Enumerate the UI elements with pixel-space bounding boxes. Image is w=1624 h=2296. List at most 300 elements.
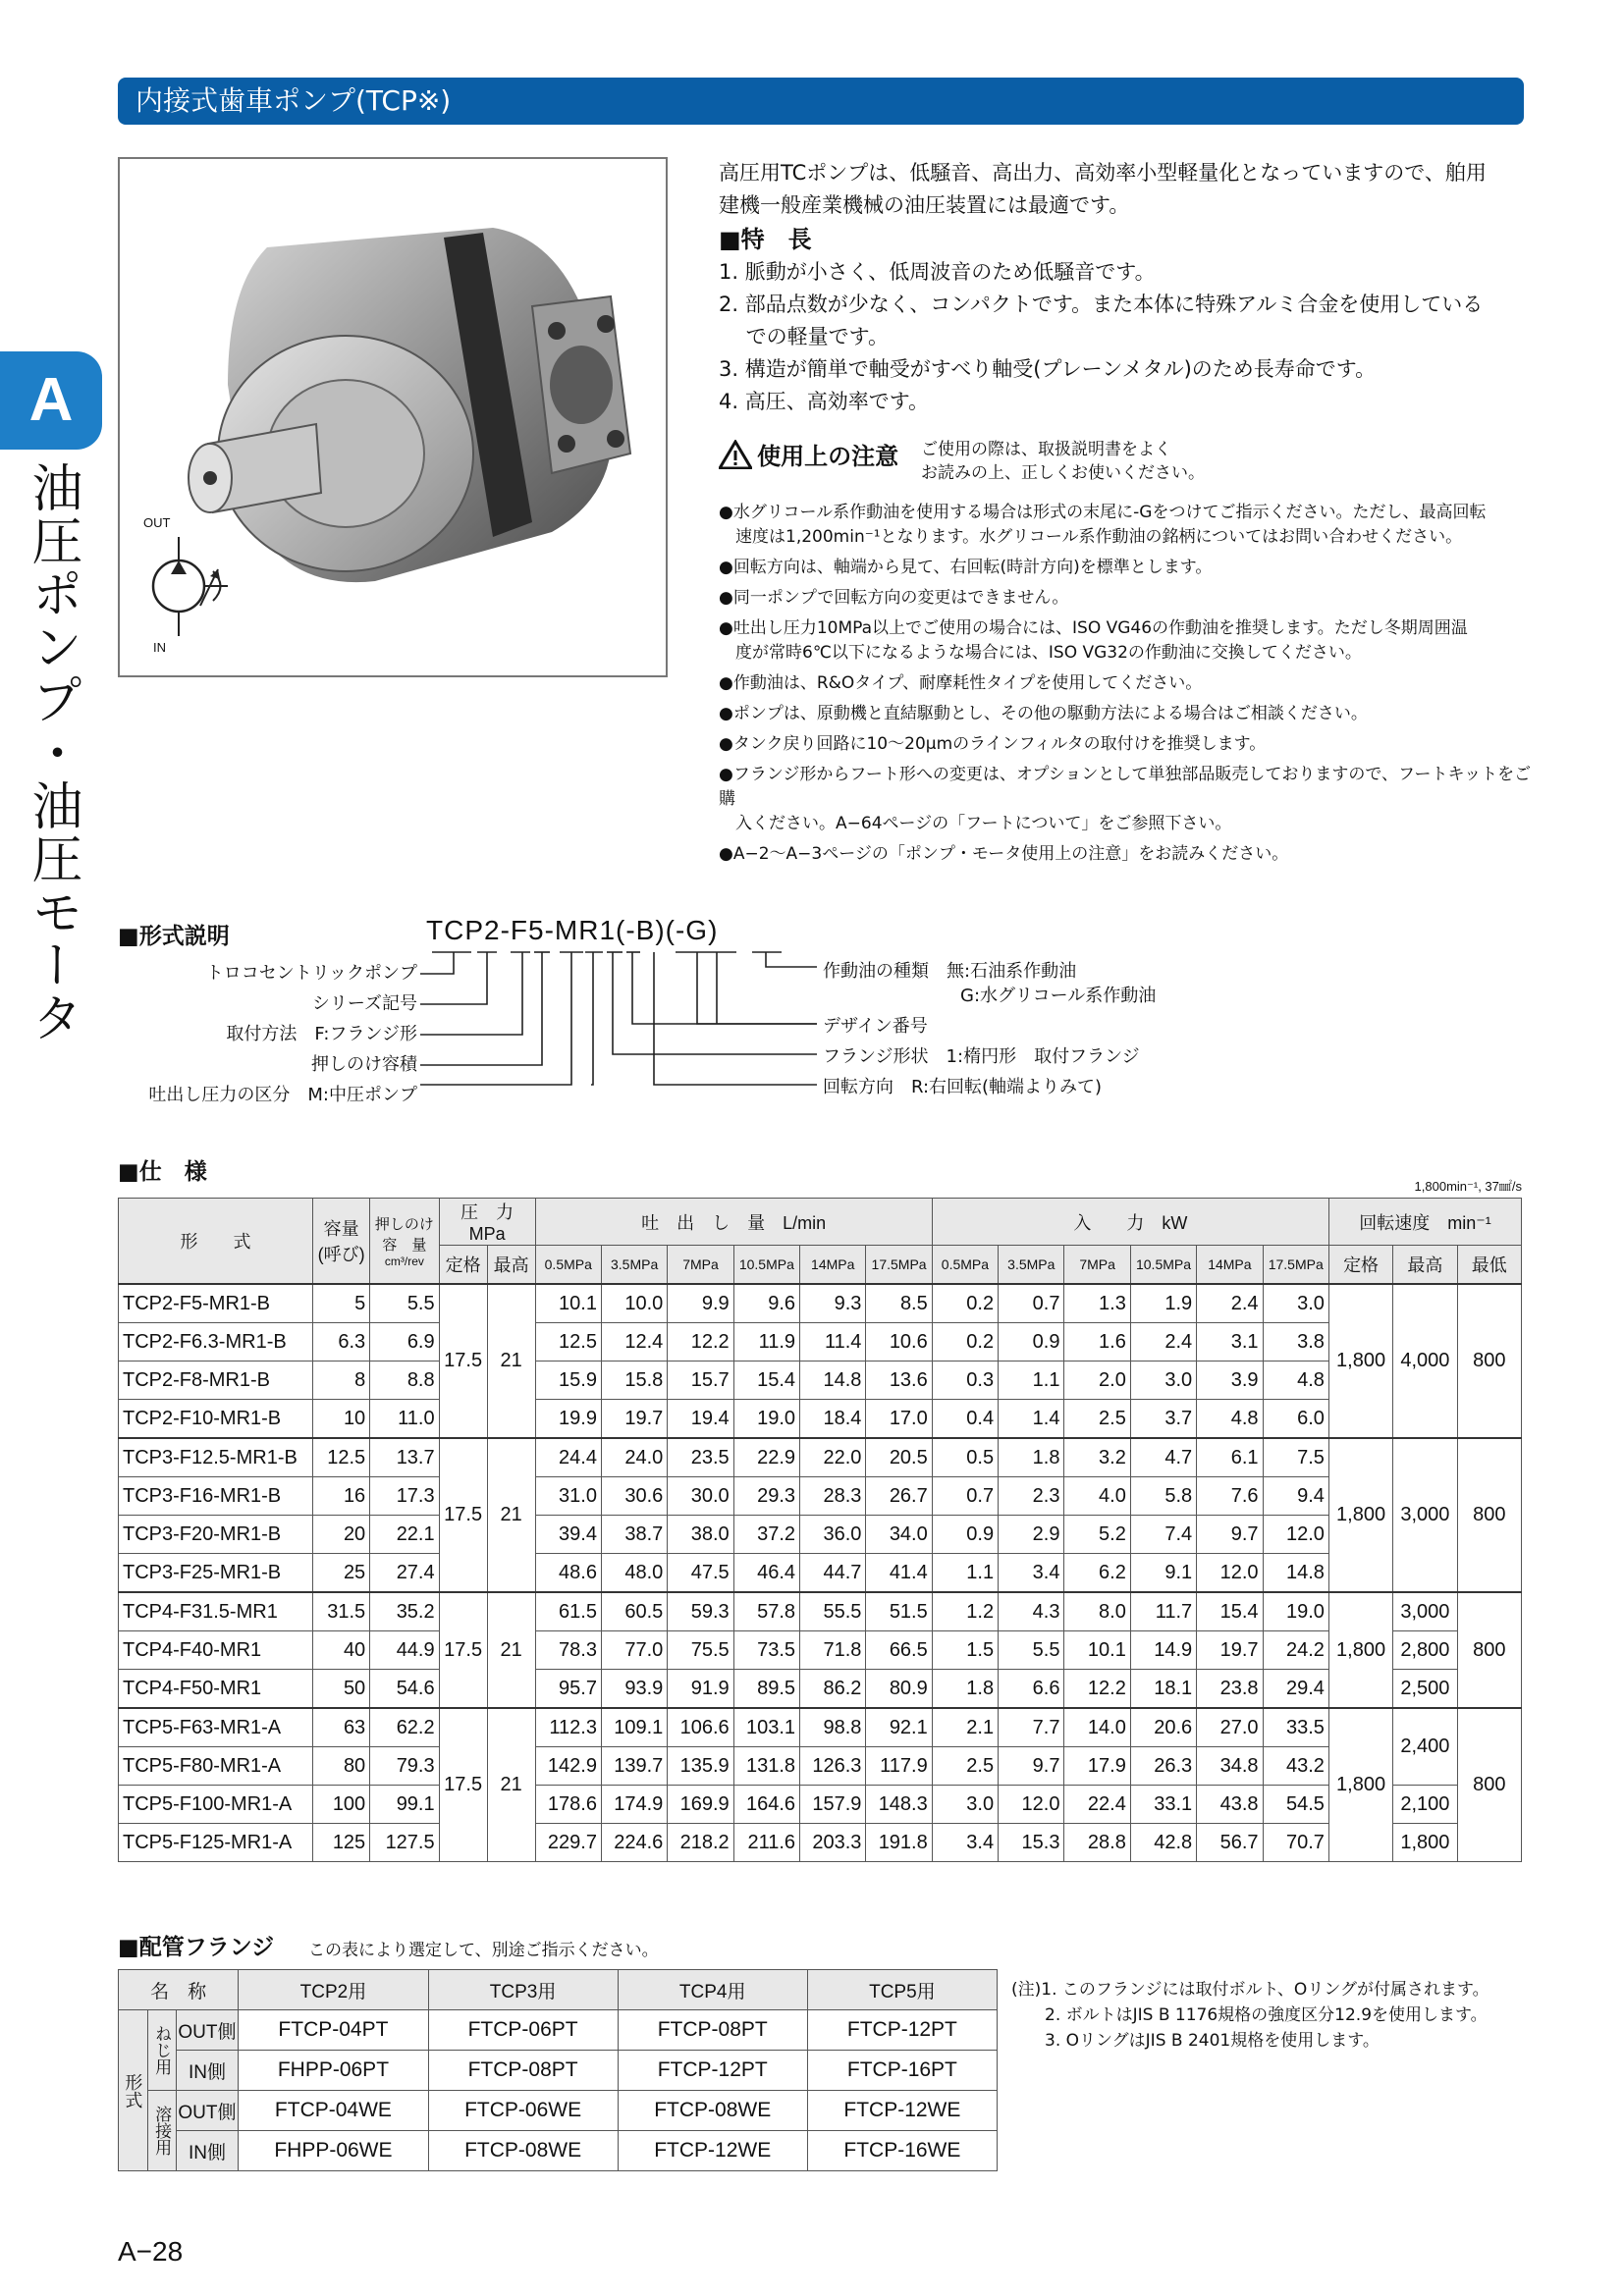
spec-cell-power: 2.5	[1064, 1400, 1130, 1439]
spec-cell-power: 43.8	[1197, 1786, 1263, 1824]
spec-head-flow-pressure: 7MPa	[668, 1246, 733, 1285]
spec-cell-displacement: 54.6	[370, 1670, 439, 1709]
spec-head-pressure	[439, 1199, 535, 1246]
spec-cell-power: 6.6	[999, 1670, 1064, 1709]
spec-cell-model: TCP3-F16-MR1-B	[119, 1477, 313, 1516]
spec-cell-power: 2.3	[999, 1477, 1064, 1516]
spec-cell-speed-max: 3,000	[1393, 1438, 1457, 1592]
flange-head-col: TCP3用	[428, 1970, 618, 2010]
spec-cell-power: 1.2	[932, 1592, 998, 1631]
spec-cell-model: TCP5-F125-MR1-A	[119, 1824, 313, 1862]
spec-cell-power: 43.2	[1263, 1747, 1328, 1786]
spec-cell-capacity: 31.5	[313, 1592, 370, 1631]
spec-cell-power: 9.7	[999, 1747, 1064, 1786]
table-row	[119, 1284, 1522, 1323]
spec-cell-power: 4.3	[999, 1592, 1064, 1631]
spec-cell-flow: 10.6	[866, 1323, 932, 1362]
spec-cell-power: 12.0	[1263, 1516, 1328, 1554]
spec-cell-speed-rated: 1,800	[1328, 1592, 1392, 1708]
spec-cell-displacement: 17.3	[370, 1477, 439, 1516]
spec-cell-speed-min: 800	[1457, 1284, 1521, 1438]
flange-cell: FTCP-08PT	[618, 2010, 807, 2051]
spec-cell-flow: 15.8	[601, 1362, 667, 1400]
caution-heading-row	[719, 437, 898, 471]
spec-cell-power: 0.9	[932, 1516, 998, 1554]
table-row	[119, 1786, 1522, 1824]
spec-cell-max-pressure: 21	[487, 1592, 535, 1708]
features-heading: ■特 長	[719, 226, 812, 253]
caution-item: ●同一ポンプで回転方向の変更はできません。	[719, 588, 1069, 608]
spec-cell-flow: 46.4	[733, 1554, 799, 1593]
spec-head-flow-pressure: 3.5MPa	[601, 1246, 667, 1285]
spec-cell-flow: 77.0	[601, 1631, 667, 1670]
flange-notes	[1011, 1977, 1489, 2054]
spec-cell-power: 7.6	[1197, 1477, 1263, 1516]
spec-cell-flow: 135.9	[668, 1747, 733, 1786]
spec-condition: 1,800min⁻¹, 37㎟/s	[1414, 1179, 1522, 1194]
model-label: シリーズ記号	[311, 993, 417, 1014]
spec-cell-power: 4.7	[1130, 1438, 1196, 1477]
spec-cell-displacement: 8.8	[370, 1362, 439, 1400]
caution-item: ●水グリコール系作動油を使用する場合は形式の末尾に-Gをつけてご指示ください。ただし、最高回転	[719, 503, 1487, 522]
model-label: 吐出し圧力の区分 M:中圧ポンプ	[148, 1085, 417, 1105]
symbol-out-label: OUT	[143, 515, 171, 530]
spec-cell-speed-min: 800	[1457, 1438, 1521, 1592]
spec-cell-flow: 178.6	[535, 1786, 601, 1824]
spec-cell-model: TCP2-F8-MR1-B	[119, 1362, 313, 1400]
spec-cell-power: 3.0	[1130, 1362, 1196, 1400]
table-row	[119, 1400, 1522, 1439]
feature-item: 4. 高圧、高効率です。	[719, 390, 930, 413]
spec-cell-power: 33.1	[1130, 1786, 1196, 1824]
model-right-labels	[823, 956, 1156, 1102]
spec-cell-flow: 15.9	[535, 1362, 601, 1400]
spec-cell-power: 15.4	[1197, 1592, 1263, 1631]
spec-cell-displacement: 99.1	[370, 1786, 439, 1824]
spec-cell-flow: 80.9	[866, 1670, 932, 1709]
flange-form-label: 形式	[119, 2010, 148, 2171]
spec-cell-capacity: 10	[313, 1400, 370, 1439]
spec-cell-speed-max: 2,500	[1393, 1670, 1457, 1709]
spec-cell-power: 6.1	[1197, 1438, 1263, 1477]
spec-cell-max-pressure: 21	[487, 1284, 535, 1438]
spec-cell-power: 19.0	[1263, 1592, 1328, 1631]
table-row	[119, 1362, 1522, 1400]
spec-head-power: 入 力 kW	[932, 1199, 1328, 1246]
table-row	[119, 1631, 1522, 1670]
caution-item: 速度は1,200min⁻¹となります。水グリコール系作動油の銘柄についてはお問い合わせください。	[719, 527, 1463, 547]
table-row	[119, 1592, 1522, 1631]
spec-cell-power: 1.6	[1064, 1323, 1130, 1362]
spec-cell-displacement: 11.0	[370, 1400, 439, 1439]
flange-screw-label: ねじ用	[147, 2010, 176, 2091]
spec-head-capacity-line: (呼び)	[317, 1245, 365, 1264]
spec-cell-power: 18.1	[1130, 1670, 1196, 1709]
spec-cell-power: 12.2	[1064, 1670, 1130, 1709]
model-label: フランジ形状 1:楕円形 取付フランジ	[823, 1046, 1140, 1067]
flange-cell: FTCP-16WE	[807, 2131, 997, 2171]
flange-note: (注)1. このフランジには取付ボルト、Oリングが付属されます。	[1011, 1980, 1489, 2000]
spec-cell-power: 0.3	[932, 1362, 998, 1400]
spec-cell-power: 2.4	[1130, 1323, 1196, 1362]
table-row	[119, 1824, 1522, 1862]
spec-cell-speed-min: 800	[1457, 1592, 1521, 1708]
spec-cell-flow: 47.5	[668, 1554, 733, 1593]
caution-item: ●回転方向は、軸端から見て、右回転(時計方向)を標準とします。	[719, 558, 1213, 577]
spec-cell-flow: 211.6	[733, 1824, 799, 1862]
spec-cell-flow: 13.6	[866, 1362, 932, 1400]
spec-cell-displacement: 62.2	[370, 1708, 439, 1747]
spec-cell-displacement: 127.5	[370, 1824, 439, 1862]
intro-block	[719, 157, 1534, 418]
spec-cell-power: 1.1	[932, 1554, 998, 1593]
spec-cell-power: 17.9	[1064, 1747, 1130, 1786]
intro-line: 高圧用TCポンプは、低騒音、高出力、高効率小型軽量化となっていますので、舶用	[719, 161, 1487, 185]
model-label: 取付方法 F:フランジ形	[226, 1024, 417, 1044]
flange-cell: FTCP-04WE	[239, 2091, 428, 2131]
spec-cell-power: 3.9	[1197, 1362, 1263, 1400]
caution-item: ●作動油は、R&Oタイプ、耐摩耗性タイプを使用してください。	[719, 673, 1203, 693]
spec-head-power-pressure: 17.5MPa	[1263, 1246, 1328, 1285]
spec-cell-power: 4.8	[1263, 1362, 1328, 1400]
spec-head-flow-pressure: 10.5MPa	[733, 1246, 799, 1285]
flange-weld-label: 溶接用	[147, 2091, 176, 2171]
spec-cell-flow: 36.0	[800, 1516, 866, 1554]
spec-cell-flow: 10.1	[535, 1284, 601, 1323]
symbol-in-label: IN	[153, 640, 166, 655]
spec-cell-flow: 169.9	[668, 1786, 733, 1824]
spec-cell-power: 15.3	[999, 1824, 1064, 1862]
spec-cell-flow: 12.2	[668, 1323, 733, 1362]
spec-cell-power: 19.7	[1197, 1631, 1263, 1670]
spec-cell-power: 7.4	[1130, 1516, 1196, 1554]
spec-head-speed: 回転速度 min⁻¹	[1328, 1199, 1521, 1246]
flange-note: 2. ボルトはJIS B 1176規格の強度区分12.9を使用します。	[1011, 2005, 1488, 2025]
spec-cell-power: 0.7	[932, 1477, 998, 1516]
spec-cell-flow: 39.4	[535, 1516, 601, 1554]
spec-head-max-pressure: 最高	[487, 1246, 535, 1285]
spec-cell-model: TCP2-F10-MR1-B	[119, 1400, 313, 1439]
spec-cell-power: 2.9	[999, 1516, 1064, 1554]
spec-cell-flow: 31.0	[535, 1477, 601, 1516]
spec-cell-power: 0.7	[999, 1284, 1064, 1323]
flange-cell: FTCP-04PT	[239, 2010, 428, 2051]
spec-cell-power: 5.8	[1130, 1477, 1196, 1516]
spec-cell-rated-pressure: 17.5	[439, 1438, 487, 1592]
spec-cell-flow: 131.8	[733, 1747, 799, 1786]
spec-cell-power: 3.0	[1263, 1284, 1328, 1323]
spec-head-displacement-unit: cm³/rev	[384, 1255, 424, 1268]
spec-head-power-pressure: 3.5MPa	[999, 1246, 1064, 1285]
spec-cell-power: 11.7	[1130, 1592, 1196, 1631]
spec-cell-model: TCP5-F63-MR1-A	[119, 1708, 313, 1747]
spec-head-speed-rated: 定格	[1328, 1246, 1392, 1285]
spec-cell-flow: 57.8	[733, 1592, 799, 1631]
spec-cell-power: 6.2	[1064, 1554, 1130, 1593]
flange-in-side: IN側	[176, 2051, 239, 2091]
spec-head-flow: 吐 出 し 量 L/min	[535, 1199, 932, 1246]
spec-cell-displacement: 13.7	[370, 1438, 439, 1477]
spec-head-rated-pressure: 定格	[439, 1246, 487, 1285]
spec-cell-flow: 91.9	[668, 1670, 733, 1709]
spec-cell-speed-max: 1,800	[1393, 1824, 1457, 1862]
spec-head-power-pressure: 14MPa	[1197, 1246, 1263, 1285]
flange-note: 3. OリングはJIS B 2401規格を使用します。	[1011, 2031, 1380, 2051]
flange-subtitle: この表により選定して、別途ご指示ください。	[308, 1941, 659, 1960]
spec-cell-flow: 41.4	[866, 1554, 932, 1593]
flange-head-col: TCP4用	[618, 1970, 807, 2010]
spec-cell-flow: 60.5	[601, 1592, 667, 1631]
spec-cell-power: 23.8	[1197, 1670, 1263, 1709]
caution-subtitle-line: ご使用の際は、取扱説明書をよく	[921, 440, 1171, 459]
table-row	[119, 1747, 1522, 1786]
spec-cell-power: 3.1	[1197, 1323, 1263, 1362]
spec-cell-power: 24.2	[1263, 1631, 1328, 1670]
spec-cell-capacity: 50	[313, 1670, 370, 1709]
feature-item: 2. 部品点数が少なく、コンパクトです。また本体に特殊アルミ合金を使用している	[719, 293, 1484, 316]
flange-cell: FHPP-06WE	[239, 2131, 428, 2171]
model-code: TCP2-F5-MR1(-B)(-G)	[426, 915, 719, 945]
flange-out-side: OUT側	[176, 2091, 239, 2131]
spec-cell-flow: 18.4	[800, 1400, 866, 1439]
spec-cell-power: 14.0	[1064, 1708, 1130, 1747]
spec-cell-power: 0.2	[932, 1323, 998, 1362]
spec-cell-flow: 15.4	[733, 1362, 799, 1400]
spec-cell-speed-min: 800	[1457, 1708, 1521, 1862]
model-left-labels	[118, 958, 417, 1110]
spec-cell-flow: 103.1	[733, 1708, 799, 1747]
spec-cell-model: TCP2-F6.3-MR1-B	[119, 1323, 313, 1362]
spec-cell-flow: 78.3	[535, 1631, 601, 1670]
spec-cell-power: 2.4	[1197, 1284, 1263, 1323]
spec-cell-flow: 174.9	[601, 1786, 667, 1824]
spec-cell-power: 1.8	[999, 1438, 1064, 1477]
flange-cell: FTCP-08WE	[618, 2091, 807, 2131]
spec-cell-power: 29.4	[1263, 1670, 1328, 1709]
spec-cell-flow: 38.0	[668, 1516, 733, 1554]
spec-cell-power: 20.6	[1130, 1708, 1196, 1747]
spec-cell-power: 70.7	[1263, 1824, 1328, 1862]
product-photo-frame	[118, 157, 668, 677]
spec-head-flow-pressure: 0.5MPa	[535, 1246, 601, 1285]
page-number: A−28	[118, 2236, 184, 2267]
caution-item: ●A−2〜A−3ページの「ポンプ・モータ使用上の注意」をお読みください。	[719, 844, 1289, 864]
spec-cell-displacement: 35.2	[370, 1592, 439, 1631]
spec-cell-capacity: 80	[313, 1747, 370, 1786]
caution-item: 入ください。A−64ページの「フートについて」をご参照下さい。	[719, 814, 1232, 833]
spec-cell-displacement: 44.9	[370, 1631, 439, 1670]
flange-cell: FTCP-06PT	[428, 2010, 618, 2051]
spec-cell-power: 7.5	[1263, 1438, 1328, 1477]
spec-cell-speed-rated: 1,800	[1328, 1438, 1392, 1592]
caution-item: 度が常時6℃以下になるような場合には、ISO VG32の作動油に交換してください。	[719, 643, 1362, 663]
flange-cell: FTCP-08PT	[428, 2051, 618, 2091]
table-row	[119, 1516, 1522, 1554]
spec-cell-power: 1.9	[1130, 1284, 1196, 1323]
spec-cell-power: 7.7	[999, 1708, 1064, 1747]
spec-cell-power: 12.0	[1197, 1554, 1263, 1593]
spec-cell-power: 10.1	[1064, 1631, 1130, 1670]
section-side-title: 油圧ポンプ・油圧モータ	[23, 461, 81, 1044]
spec-cell-capacity: 40	[313, 1631, 370, 1670]
spec-cell-displacement: 6.9	[370, 1323, 439, 1362]
spec-cell-power: 6.0	[1263, 1400, 1328, 1439]
spec-cell-power: 56.7	[1197, 1824, 1263, 1862]
feature-item: 3. 構造が簡単で軸受がすべり軸受(プレーンメタル)のため長寿命です。	[719, 357, 1377, 381]
feature-item: での軽量です。	[719, 325, 889, 348]
spec-cell-flow: 19.0	[733, 1400, 799, 1439]
spec-cell-power: 1.1	[999, 1362, 1064, 1400]
spec-cell-flow: 106.6	[668, 1708, 733, 1747]
spec-cell-flow: 98.8	[800, 1708, 866, 1747]
spec-head-model: 形 式	[119, 1199, 313, 1285]
spec-cell-power: 22.4	[1064, 1786, 1130, 1824]
spec-cell-flow: 26.7	[866, 1477, 932, 1516]
spec-cell-speed-rated: 1,800	[1328, 1284, 1392, 1438]
spec-cell-flow: 28.3	[800, 1477, 866, 1516]
spec-head-displacement	[370, 1199, 439, 1285]
model-label: デザイン番号	[823, 1016, 928, 1037]
spec-cell-flow: 9.9	[668, 1284, 733, 1323]
spec-cell-flow: 12.4	[601, 1323, 667, 1362]
spec-cell-flow: 37.2	[733, 1516, 799, 1554]
spec-cell-flow: 9.3	[800, 1284, 866, 1323]
spec-cell-power: 34.8	[1197, 1747, 1263, 1786]
spec-cell-flow: 24.4	[535, 1438, 601, 1477]
table-row	[119, 1477, 1522, 1516]
spec-cell-displacement: 5.5	[370, 1284, 439, 1323]
flange-table	[118, 1969, 998, 2171]
spec-cell-flow: 203.3	[800, 1824, 866, 1862]
spec-cell-capacity: 63	[313, 1708, 370, 1747]
spec-cell-power: 0.9	[999, 1323, 1064, 1362]
spec-cell-flow: 22.0	[800, 1438, 866, 1477]
spec-cell-flow: 92.1	[866, 1708, 932, 1747]
spec-cell-speed-max: 2,400	[1393, 1708, 1457, 1786]
spec-cell-flow: 29.3	[733, 1477, 799, 1516]
spec-cell-power: 2.1	[932, 1708, 998, 1747]
spec-cell-power: 14.8	[1263, 1554, 1328, 1593]
spec-cell-flow: 224.6	[601, 1824, 667, 1862]
spec-cell-flow: 14.8	[800, 1362, 866, 1400]
spec-cell-displacement: 22.1	[370, 1516, 439, 1554]
spec-cell-power: 9.1	[1130, 1554, 1196, 1593]
spec-cell-speed-max: 2,800	[1393, 1631, 1457, 1670]
spec-cell-flow: 15.7	[668, 1362, 733, 1400]
spec-head-power-pressure: 0.5MPa	[932, 1246, 998, 1285]
flange-cell: FHPP-06PT	[239, 2051, 428, 2091]
spec-cell-flow: 95.7	[535, 1670, 601, 1709]
spec-cell-flow: 19.4	[668, 1400, 733, 1439]
spec-head-displacement-line: 押しのけ	[374, 1216, 434, 1233]
spec-cell-capacity: 20	[313, 1516, 370, 1554]
spec-cell-flow: 11.4	[800, 1323, 866, 1362]
spec-cell-flow: 61.5	[535, 1592, 601, 1631]
spec-cell-power: 2.0	[1064, 1362, 1130, 1400]
spec-cell-flow: 148.3	[866, 1786, 932, 1824]
spec-cell-model: TCP4-F50-MR1	[119, 1670, 313, 1709]
spec-cell-power: 9.4	[1263, 1477, 1328, 1516]
spec-head-speed-min: 最低	[1457, 1246, 1521, 1285]
intro-line: 建機一般産業機械の油圧装置には最適です。	[719, 193, 1130, 217]
spec-cell-model: TCP5-F80-MR1-A	[119, 1747, 313, 1786]
spec-head-capacity	[313, 1199, 370, 1285]
spec-head-power-pressure: 10.5MPa	[1130, 1246, 1196, 1285]
spec-cell-flow: 48.6	[535, 1554, 601, 1593]
spec-cell-flow: 191.8	[866, 1824, 932, 1862]
flange-heading: ■配管フランジ	[118, 1935, 275, 1960]
spec-cell-flow: 73.5	[733, 1631, 799, 1670]
spec-head-power-pressure: 7MPa	[1064, 1246, 1130, 1285]
spec-head-flow-pressure: 17.5MPa	[866, 1246, 932, 1285]
spec-cell-power: 4.0	[1064, 1477, 1130, 1516]
spec-cell-flow: 139.7	[601, 1747, 667, 1786]
spec-cell-power: 0.4	[932, 1400, 998, 1439]
spec-cell-power: 3.0	[932, 1786, 998, 1824]
spec-cell-flow: 44.7	[800, 1554, 866, 1593]
spec-cell-flow: 48.0	[601, 1554, 667, 1593]
spec-cell-flow: 34.0	[866, 1516, 932, 1554]
spec-cell-power: 1.4	[999, 1400, 1064, 1439]
spec-cell-power: 0.2	[932, 1284, 998, 1323]
spec-cell-flow: 20.5	[866, 1438, 932, 1477]
spec-cell-flow: 229.7	[535, 1824, 601, 1862]
model-label: 回転方向 R:右回転(軸端よりみて)	[823, 1077, 1103, 1097]
flange-cell: FTCP-12PT	[807, 2010, 997, 2051]
spec-cell-power: 1.8	[932, 1670, 998, 1709]
flange-cell: FTCP-12WE	[807, 2091, 997, 2131]
caution-subtitle	[921, 438, 1205, 485]
spec-cell-flow: 24.0	[601, 1438, 667, 1477]
spec-cell-rated-pressure: 17.5	[439, 1284, 487, 1438]
section-tab-letter: A	[0, 351, 102, 450]
spec-cell-speed-max: 4,000	[1393, 1284, 1457, 1438]
spec-cell-power: 5.5	[999, 1631, 1064, 1670]
spec-cell-power: 2.5	[932, 1747, 998, 1786]
spec-cell-max-pressure: 21	[487, 1708, 535, 1862]
spec-cell-flow: 11.9	[733, 1323, 799, 1362]
spec-cell-flow: 9.6	[733, 1284, 799, 1323]
spec-cell-power: 42.8	[1130, 1824, 1196, 1862]
spec-cell-capacity: 25	[313, 1554, 370, 1593]
spec-cell-power: 1.5	[932, 1631, 998, 1670]
spec-cell-max-pressure: 21	[487, 1438, 535, 1592]
spec-cell-flow: 112.3	[535, 1708, 601, 1747]
spec-head-flow-pressure: 14MPa	[800, 1246, 866, 1285]
spec-cell-flow: 66.5	[866, 1631, 932, 1670]
spec-cell-flow: 12.5	[535, 1323, 601, 1362]
feature-item: 1. 脈動が小さく、低周波音のため低騒音です。	[719, 260, 1156, 284]
spec-cell-flow: 51.5	[866, 1592, 932, 1631]
spec-cell-capacity: 6.3	[313, 1323, 370, 1362]
spec-cell-flow: 8.5	[866, 1284, 932, 1323]
spec-cell-flow: 117.9	[866, 1747, 932, 1786]
spec-cell-flow: 55.5	[800, 1592, 866, 1631]
flange-cell: FTCP-06WE	[428, 2091, 618, 2131]
spec-heading: ■仕 様	[118, 1159, 207, 1185]
spec-cell-power: 12.0	[999, 1786, 1064, 1824]
spec-cell-flow: 23.5	[668, 1438, 733, 1477]
spec-cell-model: TCP3-F20-MR1-B	[119, 1516, 313, 1554]
spec-cell-power: 3.4	[999, 1554, 1064, 1593]
spec-cell-capacity: 12.5	[313, 1438, 370, 1477]
spec-cell-flow: 19.7	[601, 1400, 667, 1439]
caution-list	[719, 501, 1534, 867]
spec-cell-flow: 126.3	[800, 1747, 866, 1786]
spec-cell-capacity: 125	[313, 1824, 370, 1862]
page-title: 内接式歯車ポンプ(TCP※)	[118, 78, 1524, 125]
spec-cell-displacement: 79.3	[370, 1747, 439, 1786]
